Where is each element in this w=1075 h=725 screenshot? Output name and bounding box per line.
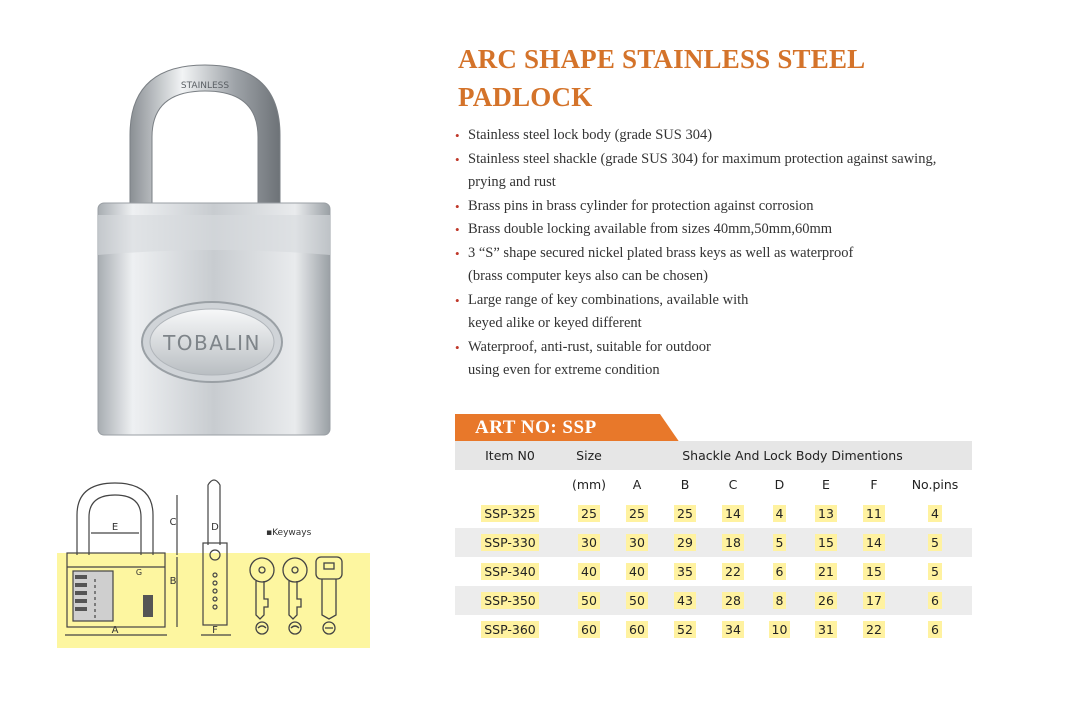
item-number-cell xyxy=(455,557,565,586)
subheader-cell xyxy=(802,470,850,499)
table-cell-text: 30 xyxy=(626,534,648,551)
table-cell xyxy=(850,499,898,528)
side-view-drawing xyxy=(195,475,240,645)
table-cell xyxy=(757,528,802,557)
title-line-2: PADLOCK xyxy=(458,82,593,112)
table-cell xyxy=(565,557,613,586)
table-cell-text: 25 xyxy=(674,505,696,522)
feature-item xyxy=(455,336,1015,383)
table-cell xyxy=(613,557,661,586)
dim-e-label: E xyxy=(111,522,119,533)
subheader-cell xyxy=(757,470,802,499)
table-cell xyxy=(898,615,972,644)
item-number-cell-text: SSP-340 xyxy=(481,563,539,580)
table-cell-text: 35 xyxy=(674,563,696,580)
table-cell-text: 5 xyxy=(773,534,787,551)
table-cell xyxy=(565,586,613,615)
table-cell xyxy=(757,615,802,644)
table-cell-text: 10 xyxy=(769,621,791,638)
item-number-cell xyxy=(455,586,565,615)
header-item-no xyxy=(455,441,565,470)
subheader-cell-text: (mm) xyxy=(571,477,607,492)
item-number-cell-text: SSP-330 xyxy=(481,534,539,551)
table-row xyxy=(455,557,972,586)
shackle-engraving: STAINLESS xyxy=(180,81,230,91)
table-cell xyxy=(757,499,802,528)
table-cell xyxy=(850,615,898,644)
table-cell xyxy=(661,615,709,644)
item-number-cell-text: SSP-350 xyxy=(481,592,539,609)
brand-plate: TOBALIN xyxy=(163,331,261,355)
table-cell xyxy=(757,586,802,615)
table-cell-text: 30 xyxy=(578,534,600,551)
table-cell-text: 50 xyxy=(578,592,600,609)
table-cell xyxy=(709,615,757,644)
padlock-photo xyxy=(90,55,350,445)
header-size-text: Size xyxy=(576,448,602,463)
feature-list xyxy=(455,124,1015,383)
subheader-cell xyxy=(613,470,661,499)
item-number-cell-text: SSP-325 xyxy=(481,505,539,522)
table-cell xyxy=(661,528,709,557)
item-number-cell xyxy=(455,499,565,528)
dim-c-label: C xyxy=(169,517,177,528)
table-cell xyxy=(850,586,898,615)
table-row xyxy=(455,586,972,615)
feature-item xyxy=(455,148,1015,195)
table-cell-text: 4 xyxy=(773,505,787,522)
subheader-cell xyxy=(898,470,972,499)
subheader-cell xyxy=(709,470,757,499)
table-cell-text: 26 xyxy=(815,592,837,609)
feature-item xyxy=(455,124,1015,148)
feature-item xyxy=(455,195,1015,219)
table-cell xyxy=(661,586,709,615)
header-size xyxy=(565,441,613,470)
table-cell-text: 15 xyxy=(863,563,885,580)
table-cell xyxy=(802,557,850,586)
table-cell xyxy=(565,615,613,644)
feature-text-continued: prying and rust xyxy=(468,174,556,190)
subheader-cell xyxy=(565,470,613,499)
table-cell xyxy=(898,499,972,528)
feature-item xyxy=(455,242,1015,289)
table-cell xyxy=(613,586,661,615)
feature-text: • Stainless steel shackle (grade SUS 304) for maximum protection against sawing, xyxy=(468,150,937,167)
table-cell xyxy=(565,499,613,528)
feature-text: • Brass pins in brass cylinder for protection against corrosion xyxy=(468,197,814,214)
table-cell-text: 25 xyxy=(578,505,600,522)
table-cell xyxy=(802,615,850,644)
item-number-cell xyxy=(455,528,565,557)
keyways-drawing xyxy=(240,525,370,645)
table-cell-text: 29 xyxy=(674,534,696,551)
subheader-cell-text: F xyxy=(870,477,878,492)
feature-item xyxy=(455,289,1015,336)
table-cell-text: 6 xyxy=(928,592,942,609)
subheader-cell-text: A xyxy=(632,477,642,492)
table-cell-text: 31 xyxy=(815,621,837,638)
table-row xyxy=(455,441,972,470)
table-cell-text: 22 xyxy=(863,621,885,638)
table-cell xyxy=(802,586,850,615)
table-cell-text: 40 xyxy=(626,563,648,580)
subheader-cell-text: E xyxy=(822,477,830,492)
keyways-label: ▪Keyways xyxy=(266,528,312,538)
table-cell-text: 40 xyxy=(578,563,600,580)
dim-f-label: F xyxy=(212,625,218,636)
table-cell-text: 6 xyxy=(928,621,942,638)
table-cell-text: 28 xyxy=(722,592,744,609)
table-cell-text: 5 xyxy=(928,534,942,551)
table-cell-text: 15 xyxy=(815,534,837,551)
table-cell-text: 18 xyxy=(722,534,744,551)
table-cell-text: 21 xyxy=(815,563,837,580)
dim-a-label: A xyxy=(111,625,119,636)
table-cell xyxy=(709,557,757,586)
feature-text: • 3 “S” shape secured nickel plated brass keys as well as waterproof xyxy=(468,244,854,261)
table-cell xyxy=(709,528,757,557)
header-dimensions xyxy=(613,441,972,470)
dim-b-label: B xyxy=(169,576,177,587)
feature-text: • Stainless steel lock body (grade SUS 304) xyxy=(468,127,713,143)
table-cell xyxy=(661,499,709,528)
dim-d-label: D xyxy=(211,522,219,533)
table-cell xyxy=(661,557,709,586)
art-no-label: ART NO: SSP xyxy=(475,417,597,438)
table-cell xyxy=(613,615,661,644)
table-cell xyxy=(613,499,661,528)
feature-text-continued: using even for extreme condition xyxy=(468,362,660,378)
subheader-cell-text: No.pins xyxy=(911,477,959,492)
table-cell xyxy=(850,528,898,557)
table-cell xyxy=(802,499,850,528)
table-row xyxy=(455,528,972,557)
table-cell-text: 50 xyxy=(626,592,648,609)
table-cell-text: 60 xyxy=(626,621,648,638)
table-cell-text: 52 xyxy=(674,621,696,638)
subheader-cell xyxy=(850,470,898,499)
header-dimensions-text: Shackle And Lock Body Dimentions xyxy=(682,448,903,463)
subheader-cell-text: D xyxy=(774,477,785,492)
table-cell-text: 6 xyxy=(773,563,787,580)
table-cell xyxy=(709,499,757,528)
table-cell-text: 43 xyxy=(674,592,696,609)
table-cell xyxy=(898,586,972,615)
table-cell xyxy=(565,528,613,557)
table-cell xyxy=(709,586,757,615)
subheader-cell xyxy=(661,470,709,499)
feature-text: • Large range of key combinations, available with xyxy=(468,291,749,308)
item-number-cell xyxy=(455,615,565,644)
item-number-cell-text: SSP-360 xyxy=(481,621,539,638)
dim-g-label: G xyxy=(135,568,143,577)
table-cell xyxy=(898,528,972,557)
table-cell xyxy=(802,528,850,557)
table-cell-text: 11 xyxy=(863,505,885,522)
feature-item xyxy=(455,218,1015,242)
table-cell-text: 25 xyxy=(626,505,648,522)
table-cell-text: 5 xyxy=(928,563,942,580)
table-row xyxy=(455,470,972,499)
table-cell xyxy=(898,557,972,586)
table-cell-text: 34 xyxy=(722,621,744,638)
feature-text-continued: (brass computer keys also can be chosen) xyxy=(468,268,708,284)
table-cell xyxy=(757,557,802,586)
spec-table xyxy=(455,441,972,644)
subheader-cell-text: C xyxy=(728,477,738,492)
table-cell-text: 14 xyxy=(722,505,744,522)
table-cell xyxy=(613,528,661,557)
table-cell-text: 13 xyxy=(815,505,837,522)
table-row xyxy=(455,615,972,644)
table-row xyxy=(455,499,972,528)
table-cell-text: 22 xyxy=(722,563,744,580)
feature-text: • Brass double locking available from sizes 40mm,50mm,60mm xyxy=(468,221,833,237)
table-cell-text: 8 xyxy=(773,592,787,609)
title-line-1: ARC SHAPE STAINLESS STEEL xyxy=(458,44,866,74)
table-cell-text: 4 xyxy=(928,505,942,522)
table-cell-text: 60 xyxy=(578,621,600,638)
table-cell-text: 14 xyxy=(863,534,885,551)
feature-text: • Waterproof, anti-rust, suitable for outdoor xyxy=(468,338,711,355)
table-cell xyxy=(850,557,898,586)
product-title xyxy=(458,40,1018,116)
subheader-cell xyxy=(455,470,565,499)
header-item-no-text: Item N0 xyxy=(485,448,535,463)
subheader-cell-text: B xyxy=(680,477,690,492)
feature-text-continued: keyed alike or keyed different xyxy=(468,315,642,331)
table-cell-text: 17 xyxy=(863,592,885,609)
front-view-drawing xyxy=(55,475,190,645)
